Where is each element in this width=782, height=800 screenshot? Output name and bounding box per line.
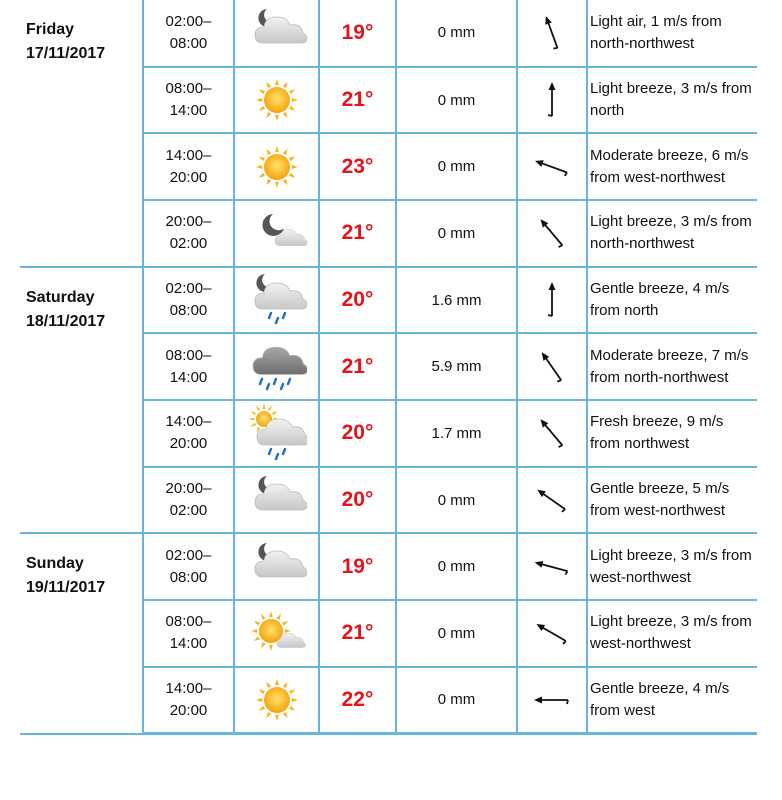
day-date: 17/11/2017 [26,45,106,62]
temperature: 19° [319,533,396,600]
time-to: 20:00 [169,435,208,453]
day-cell [20,533,143,733]
wind-direction-cell [517,67,587,134]
wind-description: Fresh breeze, 9 m/s from northwest [587,400,757,467]
time-to: 08:00 [169,34,208,52]
weather-symbol-cell [234,667,319,734]
time-from: 14:00– [165,146,212,164]
wind-arrow-icon [518,545,586,589]
precipitation: 0 mm [396,200,517,267]
time-to: 02:00 [169,502,208,520]
weather-symbol-cell [234,67,319,134]
wind-direction-cell [517,400,587,467]
time-cell [143,200,234,267]
forecast-body [20,0,757,734]
temperature: 21° [319,67,396,134]
temperature: 22° [319,667,396,734]
moon-partly-cloudy-icon [235,203,318,263]
wind-arrow-icon [518,211,586,255]
time-cell [143,400,234,467]
time-to: 02:00 [169,235,208,253]
wind-description: Light breeze, 3 m/s from west-northwest [587,600,757,667]
temperature: 21° [319,333,396,400]
wind-arrow-icon [518,478,586,522]
weather-symbol-cell [234,333,319,400]
wind-description: Gentle breeze, 4 m/s from west [587,667,757,734]
temperature: 19° [319,0,396,67]
precipitation: 0 mm [396,467,517,534]
precipitation: 0 mm [396,600,517,667]
precipitation: 0 mm [396,533,517,600]
wind-arrow-icon [518,145,586,189]
forecast-row [20,0,757,67]
time-from: 02:00– [165,280,212,298]
heavy-rain-cloud-icon [235,337,318,397]
time-cell [143,0,234,67]
wind-description: Light breeze, 3 m/s from west-northwest [587,533,757,600]
time-from: 14:00– [165,413,212,431]
weather-symbol-cell [234,133,319,200]
wind-direction-cell [517,533,587,600]
sun-cloud-icon [235,603,318,663]
temperature: 21° [319,600,396,667]
time-cell [143,267,234,334]
precipitation: 0 mm [396,667,517,734]
wind-arrow-icon [518,611,586,655]
temperature: 20° [319,400,396,467]
forecast-row [20,267,757,334]
sun-rain-cloud-icon [235,403,318,463]
wind-arrow-icon [518,11,586,55]
time-to: 14:00 [169,102,208,119]
weather-symbol-cell [234,400,319,467]
wind-description: Gentle breeze, 4 m/s from north [587,267,757,334]
day-cell [20,0,143,267]
wind-direction-cell [517,667,587,734]
time-cell [143,467,234,534]
wind-description: Light breeze, 3 m/s from north-northwest [587,200,757,267]
weather-symbol-cell [234,200,319,267]
night-rain-icon [235,270,318,330]
time-cell [143,67,234,134]
weather-symbol-cell [234,0,319,67]
day-name: Sunday [26,555,84,573]
wind-description: Moderate breeze, 6 m/s from west-northwest [587,133,757,200]
time-cell [143,600,234,667]
time-to: 14:00 [169,635,208,653]
forecast-table [20,0,757,735]
precipitation: 0 mm [396,133,517,200]
day-date: 19/11/2017 [26,579,106,597]
weather-symbol-cell [234,267,319,334]
wind-arrow-icon [518,78,586,122]
time-from: 08:00– [165,346,212,364]
wind-direction-cell [517,267,587,334]
temperature: 20° [319,467,396,534]
wind-arrow-icon [518,678,586,722]
time-to: 08:00 [169,302,208,320]
sun-icon [235,670,318,730]
time-from: 02:00– [165,12,212,30]
wind-direction-cell [517,600,587,667]
wind-direction-cell [517,0,587,67]
night-cloudy-icon [235,470,318,530]
night-cloudy-icon [235,3,318,63]
wind-arrow-icon [518,278,586,322]
time-from: 20:00– [165,213,212,231]
wind-description: Moderate breeze, 7 m/s from north-northwest [587,333,757,400]
sun-icon [235,137,318,197]
time-from: 08:00– [165,80,212,97]
day-name: Saturday [26,288,95,306]
precipitation: 0 mm [396,0,517,67]
wind-direction-cell [517,200,587,267]
time-from: 14:00– [165,679,212,697]
weather-symbol-cell [234,533,319,600]
time-cell [143,133,234,200]
wind-description: Light breeze, 3 m/s from north [587,67,757,134]
weather-symbol-cell [234,467,319,534]
time-to: 08:00 [169,568,208,586]
time-from: 02:00– [165,546,212,564]
time-cell [143,333,234,400]
time-from: 08:00– [165,613,212,631]
time-to: 14:00 [169,368,208,386]
sun-icon [235,70,318,130]
day-cell [20,267,143,534]
night-cloudy-icon [235,537,318,597]
precipitation: 1.6 mm [396,267,517,334]
wind-arrow-icon [518,411,586,455]
precipitation: 1.7 mm [396,400,517,467]
day-date: 18/11/2017 [26,312,106,330]
temperature: 23° [319,133,396,200]
time-cell [143,533,234,600]
time-cell [143,667,234,734]
forecast-row [20,533,757,600]
wind-description: Gentle breeze, 5 m/s from west-northwest [587,467,757,534]
day-name: Friday [26,21,75,38]
wind-arrow-icon [518,345,586,389]
temperature: 21° [319,200,396,267]
precipitation: 5.9 mm [396,333,517,400]
time-from: 20:00– [165,480,212,498]
temperature: 20° [319,267,396,334]
weather-symbol-cell [234,600,319,667]
time-to: 20:00 [169,168,208,186]
wind-direction-cell [517,467,587,534]
wind-direction-cell [517,333,587,400]
time-to: 20:00 [169,701,208,719]
wind-direction-cell [517,133,587,200]
precipitation: 0 mm [396,67,517,134]
wind-description: Light air, 1 m/s from north-northwest [587,0,757,67]
